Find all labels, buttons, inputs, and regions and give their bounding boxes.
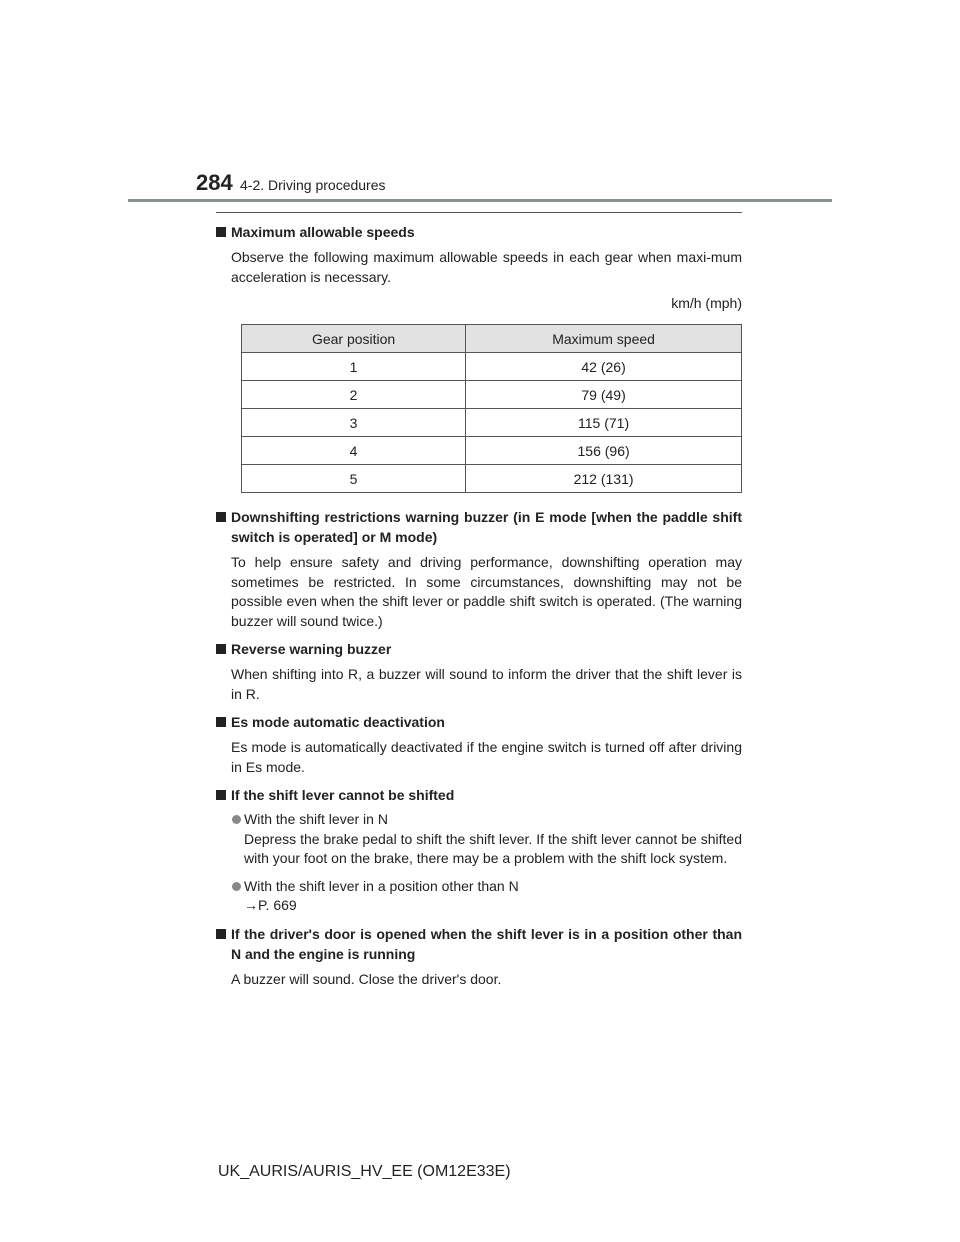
section-title: 4-2. Driving procedures [240,177,386,193]
table-row [242,353,742,381]
page-header [0,0,960,205]
table-header-gear: Gear position [242,325,466,353]
gear-cell: 1 [242,353,466,381]
section-es-mode [216,712,742,777]
section-title-downshift-buzzer: Downshifting restrictions warning buzzer (in E mode [when the paddle shift switch is operated] or M mode) [216,507,742,547]
table-header-row [242,325,742,353]
square-bullet-icon [216,929,226,939]
gear-cell: 2 [242,381,466,409]
section-body-reverse-buzzer: When shifting into R, a buzzer will sound to inform the driver that the shift lever is in R. [231,666,742,702]
sub-item-head: With the shift lever in a position other than N [244,877,519,894]
section-title-max-speeds: Maximum allowable speeds [216,222,742,242]
speed-cell: 115 (71) [466,409,742,437]
sub-item-head: With the shift lever in N [244,811,388,827]
section-title-door-opened: If the driver's door is opened when the shift lever is in a position other than N and the engine is running [216,924,742,964]
speed-cell: 79 (49) [466,381,742,409]
section-door-opened [216,924,742,990]
table-row [242,381,742,409]
page-content [216,212,742,989]
section-title-shift-lever: If the shift lever cannot be shifted [216,785,742,805]
table-row [242,465,742,493]
sub-item-lever-other [216,877,742,916]
table-row [242,409,742,437]
sub-item-lever-in-n [216,810,742,869]
section-reverse-buzzer [216,639,742,704]
section-title-reverse-buzzer: Reverse warning buzzer [216,639,742,659]
speed-cell: 156 (96) [466,437,742,465]
section-downshift-buzzer [216,507,742,631]
round-bullet-icon [232,815,241,824]
gear-cell: 4 [242,437,466,465]
section-shift-lever [216,785,742,916]
table-header-speed: Maximum speed [466,325,742,353]
round-bullet-icon [232,882,241,891]
table-row [242,437,742,465]
section-body-es-mode: Es mode is automatically deactivated if the engine switch is turned off after driving in Es mode. [231,739,742,775]
section-body-max-speeds: Observe the following maximum allowable speeds in each gear when maxi-mum acceleration is necessary. [231,249,742,285]
section-title-es-mode: Es mode automatic deactivation [216,712,742,732]
section-body-downshift-buzzer: To help ensure safety and driving performance, downshifting operation may sometimes be restricted. In some circumstances, downshifting may not be possible even when the shift lever or paddle shift switch is operated. (The warning buzzer will sound twice.) [231,554,742,629]
page-number: 284 [196,170,233,195]
content-top-rule [216,212,742,213]
square-bullet-icon [216,227,226,237]
speed-unit: km/h (mph) [671,295,742,311]
speed-cell: 42 (26) [466,353,742,381]
square-bullet-icon [216,717,226,727]
speed-cell: 212 (131) [466,465,742,493]
square-bullet-icon [216,644,226,654]
speed-table [241,324,742,493]
header-rule [128,199,832,202]
square-bullet-icon [216,790,226,800]
page-reference: →P. 669 [244,897,297,913]
gear-cell: 3 [242,409,466,437]
sub-item-text: Depress the brake pedal to shift the shift lever. If the shift lever cannot be shifted with your foot on the brake, there may be a problem with the shift lock system. [244,830,742,866]
square-bullet-icon [216,512,226,522]
section-max-speeds [216,222,742,493]
section-body-door-opened: A buzzer will sound. Close the driver's door. [231,970,502,987]
gear-cell: 5 [242,465,466,493]
footer-code: UK_AURIS/AURIS_HV_EE (OM12E33E) [218,1163,511,1180]
